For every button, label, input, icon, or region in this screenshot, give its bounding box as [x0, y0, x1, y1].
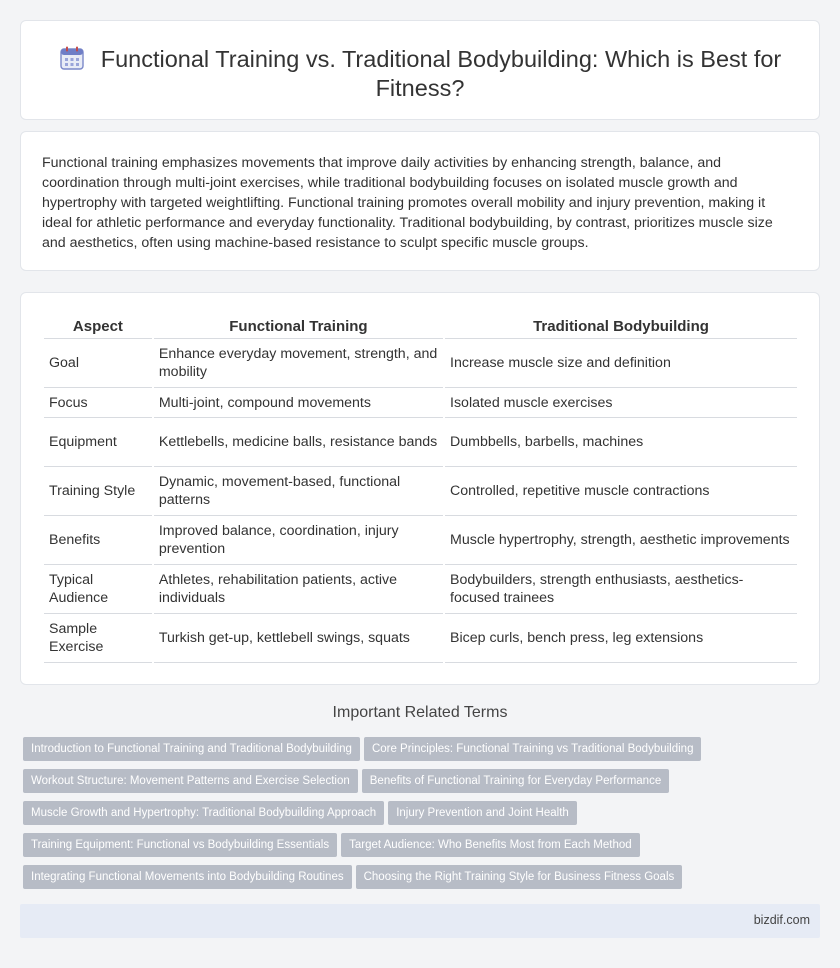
table-cell: Bicep curls, bench press, leg extensions: [445, 614, 797, 663]
table-cell: Muscle hypertrophy, strength, aesthetic improvements: [445, 516, 797, 565]
header-bodybuilding: Traditional Bodybuilding: [445, 312, 797, 339]
table-cell: Multi-joint, compound movements: [154, 388, 443, 418]
table-row: [44, 388, 797, 418]
title-card: [20, 20, 820, 120]
table-row: [44, 339, 797, 388]
table-cell: Dynamic, movement-based, functional patterns: [154, 467, 443, 516]
table-cell: Dumbbells, barbells, machines: [445, 418, 797, 467]
related-term-link[interactable]: Injury Prevention and Joint Health: [388, 801, 577, 825]
related-term-link[interactable]: Benefits of Functional Training for Everyday Performance: [362, 769, 669, 793]
table-cell: Equipment: [44, 418, 152, 467]
related-term-link[interactable]: Workout Structure: Movement Patterns and Exercise Selection: [23, 769, 358, 793]
table-row: [44, 467, 797, 516]
comparison-card: [20, 292, 820, 685]
calendar-icon: [59, 45, 85, 71]
table-row: [44, 565, 797, 614]
related-term-link[interactable]: Integrating Functional Movements into Bodybuilding Routines: [23, 865, 352, 889]
footer-site-link[interactable]: bizdif.com: [753, 913, 810, 927]
table-header-row: [44, 312, 797, 339]
table-cell: Turkish get-up, kettlebell swings, squats: [154, 614, 443, 663]
table-cell: Kettlebells, medicine balls, resistance bands: [154, 418, 443, 467]
table-cell: Benefits: [44, 516, 152, 565]
intro-card: [20, 131, 820, 271]
related-term-link[interactable]: Training Equipment: Functional vs Bodybuilding Essentials: [23, 833, 337, 857]
table-cell: Isolated muscle exercises: [445, 388, 797, 418]
header-aspect: Aspect: [44, 312, 152, 339]
comparison-table: [42, 312, 799, 663]
footer-bar: [20, 904, 820, 938]
table-row: [44, 614, 797, 663]
related-terms-list: [23, 737, 783, 897]
related-term-link[interactable]: Target Audience: Who Benefits Most from Each Method: [341, 833, 640, 857]
table-cell: Focus: [44, 388, 152, 418]
related-term-link[interactable]: Muscle Growth and Hypertrophy: Traditional Bodybuilding Approach: [23, 801, 384, 825]
table-cell: Enhance everyday movement, strength, and mobility: [154, 339, 443, 388]
table-row: [44, 418, 797, 467]
related-term-link[interactable]: Core Principles: Functional Training vs Traditional Bodybuilding: [364, 737, 702, 761]
page-title-text: Functional Training vs. Traditional Bodybuilding: Which is Best for Fitness?: [100, 46, 782, 101]
table-cell: Athletes, rehabilitation patients, active individuals: [154, 565, 443, 614]
table-cell: Goal: [44, 339, 152, 388]
related-term-link[interactable]: Introduction to Functional Training and Traditional Bodybuilding: [23, 737, 360, 761]
related-terms-heading: Important Related Terms: [332, 704, 508, 721]
table-cell: Improved balance, coordination, injury prevention: [154, 516, 443, 565]
table-cell: Bodybuilders, strength enthusiasts, aesthetics-focused trainees: [445, 565, 797, 614]
table-cell: Controlled, repetitive muscle contractions: [445, 467, 797, 516]
page-title: [51, 45, 789, 103]
table-cell: Increase muscle size and definition: [445, 339, 797, 388]
intro-paragraph: Functional training emphasizes movements that improve daily activities by enhancing strength, balance, and coordination through multi-joint exercises, while traditional bodybuilding focuses on isolated muscle growth and hypertrophy with targeted weightlifting. Functional training promotes overall mobility and injury prevention, making it ideal for athletic performance and everyday functionality. Traditional bodybuilding, by contrast, prioritizes muscle size and aesthetics, often using machine-based resistance to sculpt specific muscle groups.: [42, 155, 773, 251]
header-functional: Functional Training: [154, 312, 443, 339]
table-cell: Typical Audience: [44, 565, 152, 614]
table-cell: Sample Exercise: [44, 614, 152, 663]
related-term-link[interactable]: Choosing the Right Training Style for Business Fitness Goals: [356, 865, 683, 889]
table-cell: Training Style: [44, 467, 152, 516]
table-row: [44, 516, 797, 565]
